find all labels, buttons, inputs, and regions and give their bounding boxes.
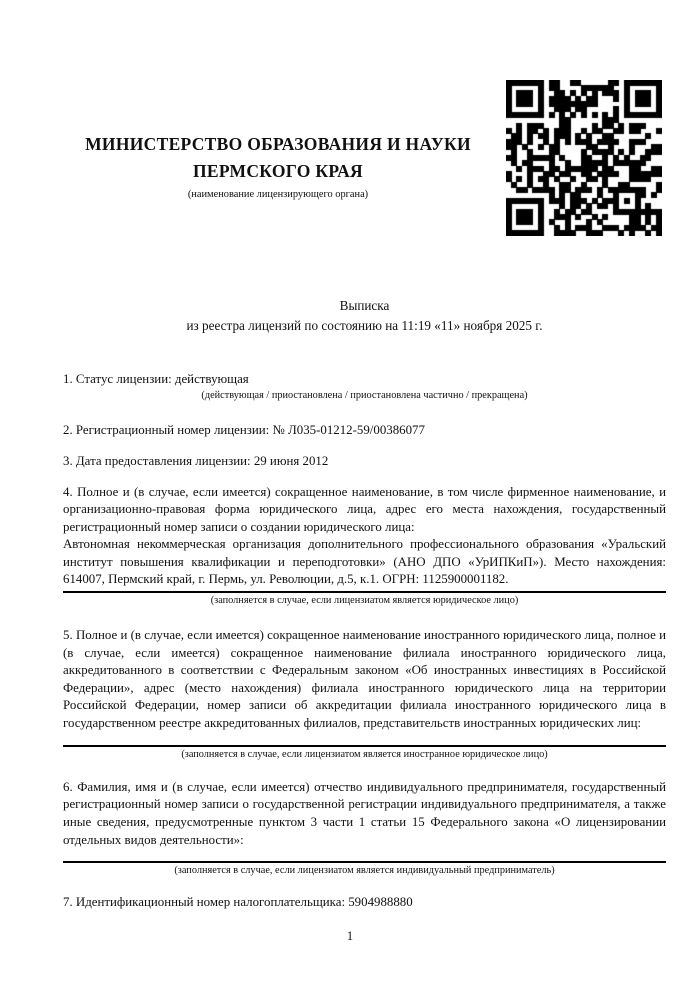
document-body <box>63 0 666 912</box>
item-license-status: 1. Статус лицензии: действующая <box>63 371 249 386</box>
document-title <box>63 296 666 336</box>
document-title-line1: Выписка <box>339 298 390 313</box>
field-underline-legal-entity <box>63 591 666 593</box>
item-legal-entity-label: 4. Полное и (в случае, если имеется) сокращенное наименование, в том числе фирменное наименование, и организационно-правовая форма юридического лица, адрес его места нахождения, государственный регистрационный номер записи о создании юридического лица: <box>63 484 666 534</box>
item-legal-entity-value: Автономная некоммерческая организация дополнительного профессионального образования «Уральский институт повышения квалификации и переподготовки» (АНО ДПО «УрИПКиП»). Место нахождения: 614007, Пермский край, г. Пермь, ул. Революции, д.5, к.1. ОГРН: 1125900001182. <box>63 537 666 587</box>
page-number: 1 <box>346 929 354 943</box>
document-title-line2: из реестра лицензий по состоянию на 11:19 «11» ноября 2025 г. <box>186 317 543 333</box>
item-license-status-note: (действующая / приостановлена / приостановлена частично / прекращена) <box>201 390 528 402</box>
field-underline-foreign-entity <box>63 745 666 747</box>
item-individual-entrepreneur-note: (заполняется в случае, если лицензиатом является индивидуальный предприниматель) <box>174 865 555 877</box>
item-taxpayer-number: 7. Идентификационный номер налогоплательщика: 5904988880 <box>63 895 413 910</box>
item-grant-date: 3. Дата предоставления лицензии: 29 июня 2012 <box>63 454 329 469</box>
item-foreign-entity-note: (заполняется в случае, если лицензиатом является иностранное юридическое лицо) <box>181 748 548 760</box>
field-underline-individual-entrepreneur <box>63 861 666 863</box>
foreign-entity-empty-value <box>63 733 666 743</box>
ministry-subtitle: (наименование лицензирующего органа) <box>187 189 369 201</box>
item-legal-entity-note: (заполняется в случае, если лицензиатом является юридическое лицо) <box>210 594 519 606</box>
item-legal-entity <box>63 484 666 589</box>
item-individual-entrepreneur: 6. Фамилия, имя и (в случае, если имеется) отчество индивидуального предпринимателя, государственный регистрационный номер записи о государственной регистрации индивидуального предпринимателя, а также иные сведения, предусмотренные пунктом 3 части 1 статьи 15 Федерального закона «О лицензировании отдельных видов деятельности»: <box>63 779 666 847</box>
ministry-name-line2: ПЕРМСКОГО КРАЯ <box>193 161 363 182</box>
item-foreign-entity: 5. Полное и (в случае, если имеется) сокращенное наименование иностранного юридического лица, полное и (в случае, если имеется) сокращенное наименование филиала иностранного юридического лица, аккредитованного в соответствии с Федеральным законом «Об иностранных инвестициях в Российской Федерации», адрес (место нахождения) филиала иностранного юридического лица на территории Российской Федерации, номер записи об аккредитации филиала иностранного юридического лица в государственном реестре аккредитованных филиалов, представительств иностранных юридических лиц: <box>63 628 666 730</box>
ministry-name-line1: МИНИСТЕРСТВО ОБРАЗОВАНИЯ И НАУКИ <box>85 134 471 154</box>
item-registration-number: 2. Регистрационный номер лицензии: № Л035-01212-59/00386077 <box>63 422 425 437</box>
